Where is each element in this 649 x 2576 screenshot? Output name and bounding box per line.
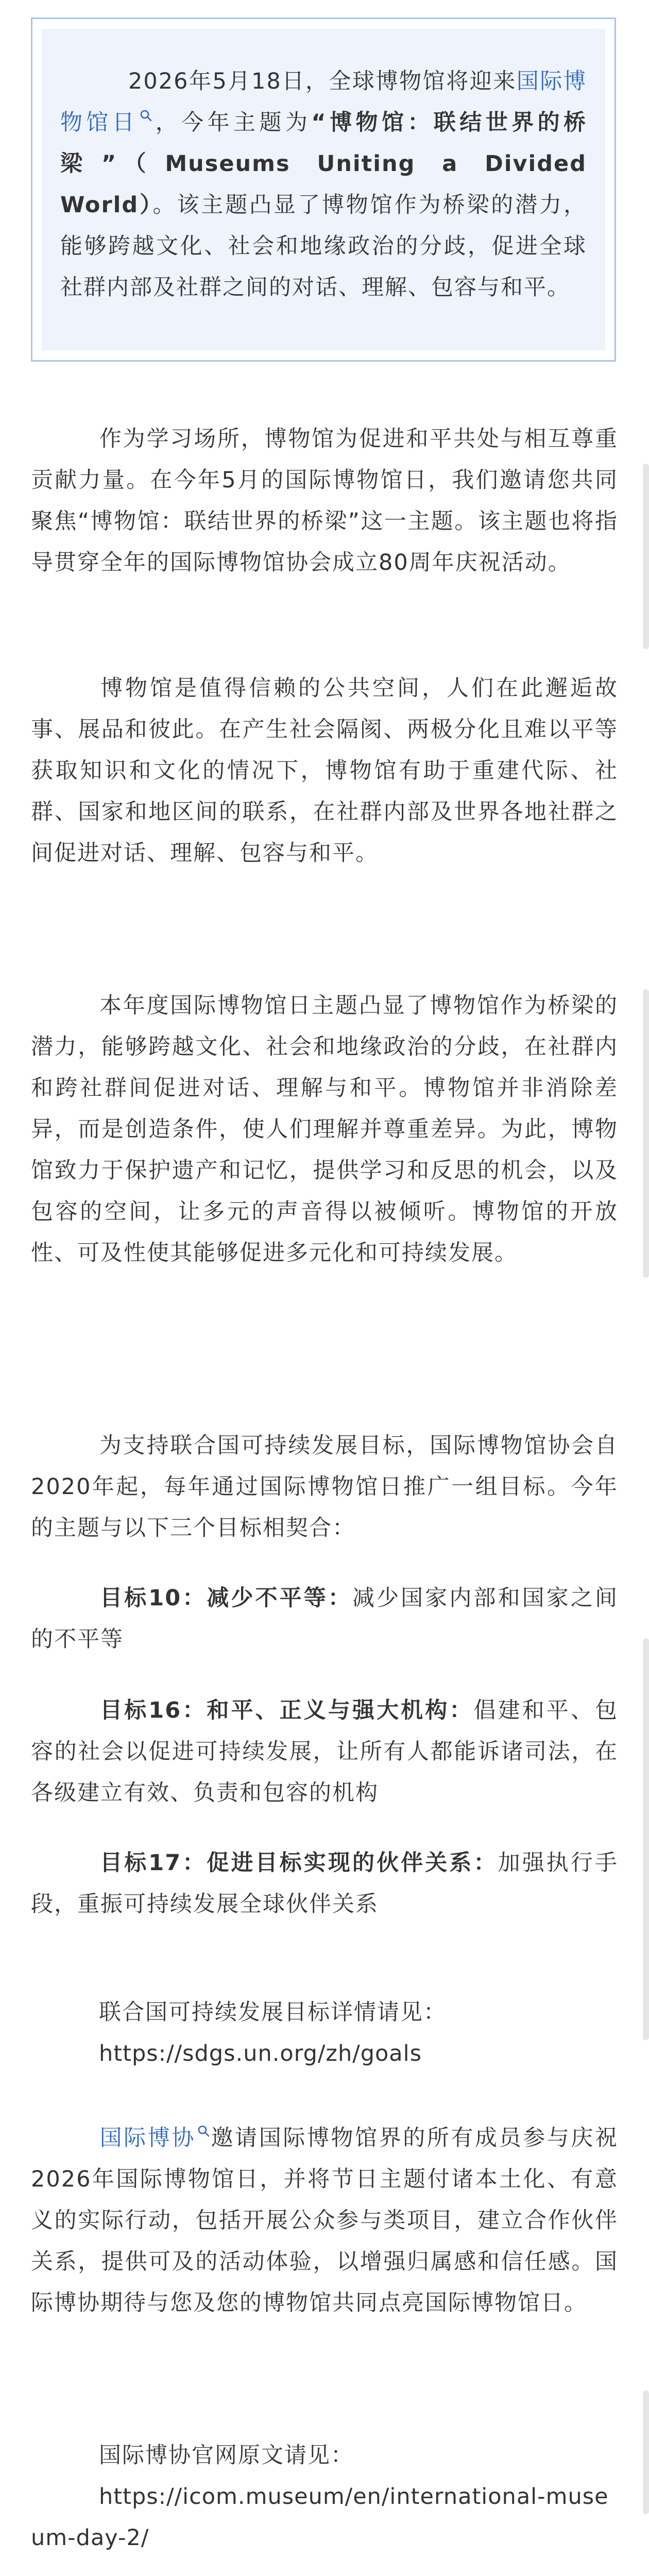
paragraph-2-text: 博物馆是值得信赖的公共空间，人们在此邂逅故事、展品和彼此。在产生社会隔阂、两极分化且难以平等获取知识和文化的情况下，博物馆有助于重建代际、社群、国家和地区间的联系，在社群内部及世界各地社群之间促进对话、理解、包容与和平。 [31,675,618,866]
goal-17 [31,1842,618,1925]
paragraph-1-text: 作为学习场所，博物馆为促进和平共处与相互尊重贡献力量。在今年5月的国际博物馆日，我们邀请您共同聚焦“博物馆：联结世界的桥梁”这一主题。该主题也将指导贯穿全年的国际博物馆协会成立80周年庆祝活动。 [31,426,618,575]
intro-box [31,18,616,362]
search-icon[interactable] [139,109,152,122]
scrollbar-track[interactable] [643,1638,649,2040]
intro-text-3: 。该主题凸显了博物馆作为桥梁的潜力，能够跨越文化、社会和地缘政治的分歧，促进全球社群内部及社群之间的对话、理解、包容与和平。 [60,192,587,300]
intro-text-1: 2026年5月18日，全球博物馆将迎来 [128,69,517,94]
sdg-reference [31,1992,618,2074]
intro-text [42,29,605,350]
paragraph-1 [31,418,618,583]
icom-url[interactable]: https://icom.museum/en/international-museum-day-2/ [31,2484,609,2551]
icom-reference [31,2435,618,2558]
goal-10 [31,1578,618,1660]
icom-paragraph [31,2117,618,2324]
icom-paragraph-text: 邀请国际博物馆界的所有成员参与庆祝2026年国际博物馆日，并将节日主题付诸本土化、有意义的实际行动，包括开展公众参与类项目，建立合作伙伴关系，提供可及的活动体验，以增强归属感和信任感。国际博协期待与您及您的博物馆共同点亮国际博物馆日。 [31,2125,619,2316]
scrollbar-track[interactable] [643,464,649,649]
intro-text-2: ，今年主题为 [152,110,312,135]
scrollbar-track[interactable] [643,2391,649,2514]
icom-reference-label: 国际博协官网原文请见： [99,2443,354,2468]
goal-10-title: 目标10：减少不平等： [99,1585,352,1611]
paragraph-4 [31,1425,618,1549]
paragraph-4-text: 为支持联合国可持续发展目标，国际博物馆协会自2020年起，每年通过国际博物馆日推广一组目标。今年的主题与以下三个目标相契合： [31,1433,618,1541]
paragraph-3 [31,985,618,1274]
search-icon[interactable] [197,2124,210,2138]
intro-theme: “博物馆：联结世界的桥梁”（Museums Uniting a Divided World） [60,110,587,218]
goal-16-text: 倡建和平、包容的社会以促进可持续发展，让所有人都能诉诸司法，在各级建立有效、负责和包容的机构 [31,1698,618,1806]
icom-link[interactable]: 国际博协 [99,2125,196,2151]
intro-link-museum-day[interactable]: 国际博物馆日 [60,69,587,135]
paragraph-2 [31,668,618,874]
sdg-reference-label: 联合国可持续发展目标详情请见： [99,1999,447,2025]
goal-16 [31,1690,618,1814]
sdg-url[interactable]: https://sdgs.un.org/zh/goals [99,2041,422,2066]
goal-17-title: 目标17：促进目标实现的伙伴关系： [99,1850,498,1876]
scrollbar-track[interactable] [643,989,649,1278]
goal-17-text: 加强执行手段，重振可持续发展全球伙伴关系 [31,1850,619,1917]
goal-16-title: 目标16：和平、正义与强大机构： [99,1698,474,1723]
paragraph-3-text: 本年度国际博物馆日主题凸显了博物馆作为桥梁的潜力，能够跨越文化、社会和地缘政治的分歧，在社群内和跨社群间促进对话、理解与和平。博物馆并非消除差异，而是创造条件，使人们理解并尊重差异。为此，博物馆致力于保护遗产和记忆，提供学习和反思的机会，以及包容的空间，让多元的声音得以被倾听。博物馆的开放性、可及性使其能够促进多元化和可持续发展。 [31,993,618,1266]
goal-10-text: 减少国家内部和国家之间的不平等 [31,1585,618,1652]
